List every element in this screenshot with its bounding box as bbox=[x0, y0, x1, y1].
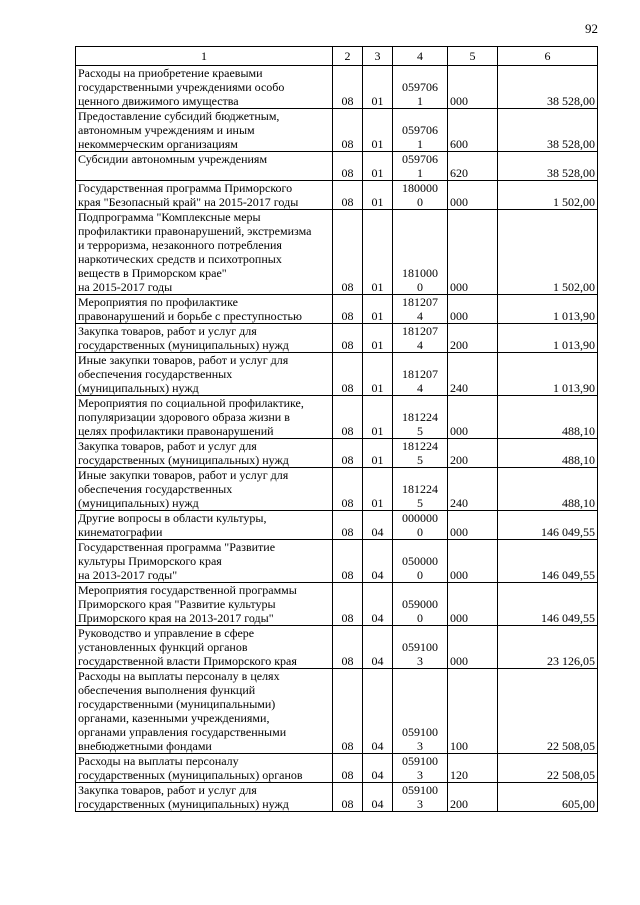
row-expense-type-cell: 240 bbox=[448, 353, 498, 396]
row-name-cell: Иные закупки товаров, работ и услуг для обеспечения государственных (муниципальных) нужд bbox=[76, 468, 333, 511]
row-section-cell: 08 bbox=[333, 353, 363, 396]
header-row bbox=[76, 47, 598, 66]
row-target-code-cell: 181207 4 bbox=[393, 324, 448, 353]
page-number: 92 bbox=[585, 21, 598, 36]
table-body bbox=[76, 66, 598, 812]
row-amount-cell: 1 502,00 bbox=[498, 210, 598, 295]
row-name-cell: Другие вопросы в области культуры, кинематографии bbox=[76, 511, 333, 540]
row-expense-type-cell: 600 bbox=[448, 109, 498, 152]
row-section-cell: 08 bbox=[333, 210, 363, 295]
row-name-cell: Закупка товаров, работ и услуг для государственных (муниципальных) нужд bbox=[76, 324, 333, 353]
row-amount-cell: 22 508,05 bbox=[498, 669, 598, 754]
table-row bbox=[76, 783, 598, 812]
table-row bbox=[76, 396, 598, 439]
header-col-4: 4 bbox=[393, 47, 448, 66]
table-row bbox=[76, 353, 598, 396]
row-name-cell: Закупка товаров, работ и услуг для государственных (муниципальных) нужд bbox=[76, 783, 333, 812]
row-target-code-cell: 181207 4 bbox=[393, 295, 448, 324]
table-row bbox=[76, 468, 598, 511]
row-target-code-cell: 059706 1 bbox=[393, 152, 448, 181]
row-subsection-cell: 04 bbox=[363, 783, 393, 812]
row-section-cell: 08 bbox=[333, 511, 363, 540]
row-section-cell: 08 bbox=[333, 66, 363, 109]
header-col-6: 6 bbox=[498, 47, 598, 66]
row-name-cell: Расходы на выплаты персоналу в целях обеспечения выполнения функций государственными (муниципальными) органами, казенными учреждениями, органами управления государственными внебюджетными фондами bbox=[76, 669, 333, 754]
row-expense-type-cell: 200 bbox=[448, 439, 498, 468]
table-row bbox=[76, 669, 598, 754]
row-expense-type-cell: 620 bbox=[448, 152, 498, 181]
row-amount-cell: 38 528,00 bbox=[498, 152, 598, 181]
row-section-cell: 08 bbox=[333, 669, 363, 754]
row-expense-type-cell: 000 bbox=[448, 181, 498, 210]
row-section-cell: 08 bbox=[333, 583, 363, 626]
row-expense-type-cell: 240 bbox=[448, 468, 498, 511]
row-section-cell: 08 bbox=[333, 754, 363, 783]
row-expense-type-cell: 000 bbox=[448, 511, 498, 540]
row-target-code-cell: 181207 4 bbox=[393, 353, 448, 396]
row-expense-type-cell: 120 bbox=[448, 754, 498, 783]
row-section-cell: 08 bbox=[333, 152, 363, 181]
row-section-cell: 08 bbox=[333, 468, 363, 511]
row-target-code-cell: 050000 0 bbox=[393, 540, 448, 583]
row-amount-cell: 146 049,55 bbox=[498, 540, 598, 583]
header-col-5: 5 bbox=[448, 47, 498, 66]
table-row bbox=[76, 324, 598, 353]
row-target-code-cell: 059100 3 bbox=[393, 783, 448, 812]
row-name-cell: Мероприятия государственной программы Приморского края "Развитие культуры Приморского края на 2013-2017 годы" bbox=[76, 583, 333, 626]
budget-table bbox=[75, 46, 598, 812]
row-name-cell: Государственная программа "Развитие культуры Приморского края на 2013-2017 годы" bbox=[76, 540, 333, 583]
row-name-cell: Закупка товаров, работ и услуг для государственных (муниципальных) нужд bbox=[76, 439, 333, 468]
row-section-cell: 08 bbox=[333, 109, 363, 152]
header-col-1: 1 bbox=[76, 47, 333, 66]
row-amount-cell: 488,10 bbox=[498, 439, 598, 468]
row-amount-cell: 146 049,55 bbox=[498, 511, 598, 540]
table-row bbox=[76, 511, 598, 540]
table-row bbox=[76, 152, 598, 181]
row-expense-type-cell: 100 bbox=[448, 669, 498, 754]
row-subsection-cell: 01 bbox=[363, 152, 393, 181]
row-amount-cell: 488,10 bbox=[498, 396, 598, 439]
row-subsection-cell: 04 bbox=[363, 626, 393, 669]
row-section-cell: 08 bbox=[333, 540, 363, 583]
row-section-cell: 08 bbox=[333, 295, 363, 324]
table-row bbox=[76, 66, 598, 109]
row-target-code-cell: 181000 0 bbox=[393, 210, 448, 295]
row-expense-type-cell: 000 bbox=[448, 626, 498, 669]
row-target-code-cell: 181224 5 bbox=[393, 439, 448, 468]
row-amount-cell: 38 528,00 bbox=[498, 66, 598, 109]
row-section-cell: 08 bbox=[333, 324, 363, 353]
row-subsection-cell: 04 bbox=[363, 540, 393, 583]
row-name-cell: Расходы на выплаты персоналу государственных (муниципальных) органов bbox=[76, 754, 333, 783]
row-amount-cell: 1 013,90 bbox=[498, 295, 598, 324]
row-target-code-cell: 181224 5 bbox=[393, 468, 448, 511]
row-subsection-cell: 01 bbox=[363, 181, 393, 210]
row-target-code-cell: 059100 3 bbox=[393, 669, 448, 754]
row-expense-type-cell: 000 bbox=[448, 210, 498, 295]
row-target-code-cell: 180000 0 bbox=[393, 181, 448, 210]
row-amount-cell: 22 508,05 bbox=[498, 754, 598, 783]
row-subsection-cell: 04 bbox=[363, 583, 393, 626]
row-subsection-cell: 01 bbox=[363, 468, 393, 511]
row-amount-cell: 1 013,90 bbox=[498, 324, 598, 353]
row-subsection-cell: 01 bbox=[363, 66, 393, 109]
row-expense-type-cell: 200 bbox=[448, 324, 498, 353]
table-row bbox=[76, 109, 598, 152]
row-expense-type-cell: 000 bbox=[448, 396, 498, 439]
row-expense-type-cell: 000 bbox=[448, 66, 498, 109]
header-col-3: 3 bbox=[363, 47, 393, 66]
header-col-2: 2 bbox=[333, 47, 363, 66]
row-expense-type-cell: 000 bbox=[448, 295, 498, 324]
row-section-cell: 08 bbox=[333, 181, 363, 210]
row-name-cell: Субсидии автономным учреждениям bbox=[76, 152, 333, 181]
row-subsection-cell: 01 bbox=[363, 353, 393, 396]
row-section-cell: 08 bbox=[333, 626, 363, 669]
row-amount-cell: 23 126,05 bbox=[498, 626, 598, 669]
row-subsection-cell: 04 bbox=[363, 669, 393, 754]
row-target-code-cell: 000000 0 bbox=[393, 511, 448, 540]
row-expense-type-cell: 000 bbox=[448, 540, 498, 583]
row-subsection-cell: 04 bbox=[363, 754, 393, 783]
row-subsection-cell: 01 bbox=[363, 295, 393, 324]
table-row bbox=[76, 210, 598, 295]
row-name-cell: Расходы на приобретение краевыми государственными учреждениями особо ценного движимого имущества bbox=[76, 66, 333, 109]
row-target-code-cell: 059706 1 bbox=[393, 66, 448, 109]
table-row bbox=[76, 439, 598, 468]
table-row bbox=[76, 181, 598, 210]
row-section-cell: 08 bbox=[333, 783, 363, 812]
table-row bbox=[76, 754, 598, 783]
row-name-cell: Руководство и управление в сфере установленных функций органов государственной власти Приморского края bbox=[76, 626, 333, 669]
row-target-code-cell: 059100 3 bbox=[393, 626, 448, 669]
row-name-cell: Иные закупки товаров, работ и услуг для обеспечения государственных (муниципальных) нужд bbox=[76, 353, 333, 396]
row-target-code-cell: 181224 5 bbox=[393, 396, 448, 439]
row-amount-cell: 605,00 bbox=[498, 783, 598, 812]
table-row bbox=[76, 295, 598, 324]
row-expense-type-cell: 200 bbox=[448, 783, 498, 812]
row-subsection-cell: 01 bbox=[363, 396, 393, 439]
row-amount-cell: 1 013,90 bbox=[498, 353, 598, 396]
row-amount-cell: 146 049,55 bbox=[498, 583, 598, 626]
row-amount-cell: 1 502,00 bbox=[498, 181, 598, 210]
row-target-code-cell: 059100 3 bbox=[393, 754, 448, 783]
table-row bbox=[76, 540, 598, 583]
table-row bbox=[76, 583, 598, 626]
row-name-cell: Государственная программа Приморского края "Безопасный край" на 2015-2017 годы bbox=[76, 181, 333, 210]
row-section-cell: 08 bbox=[333, 396, 363, 439]
row-subsection-cell: 01 bbox=[363, 439, 393, 468]
table-row bbox=[76, 626, 598, 669]
row-amount-cell: 488,10 bbox=[498, 468, 598, 511]
row-name-cell: Подпрограмма "Комплексные меры профилактики правонарушений, экстремизма и терроризма, незаконного потребления наркотических средств и психотропных веществ в Приморском крае" на 2015-2017 годы bbox=[76, 210, 333, 295]
row-subsection-cell: 01 bbox=[363, 109, 393, 152]
row-name-cell: Предоставление субсидий бюджетным, автономным учреждениям и иным некоммерческим организациям bbox=[76, 109, 333, 152]
row-subsection-cell: 01 bbox=[363, 324, 393, 353]
row-target-code-cell: 059706 1 bbox=[393, 109, 448, 152]
row-expense-type-cell: 000 bbox=[448, 583, 498, 626]
row-target-code-cell: 059000 0 bbox=[393, 583, 448, 626]
row-amount-cell: 38 528,00 bbox=[498, 109, 598, 152]
row-name-cell: Мероприятия по профилактике правонарушений и борьбе с преступностью bbox=[76, 295, 333, 324]
row-name-cell: Мероприятия по социальной профилактике, популяризации здорового образа жизни в целях профилактики правонарушений bbox=[76, 396, 333, 439]
row-section-cell: 08 bbox=[333, 439, 363, 468]
row-subsection-cell: 01 bbox=[363, 210, 393, 295]
row-subsection-cell: 04 bbox=[363, 511, 393, 540]
